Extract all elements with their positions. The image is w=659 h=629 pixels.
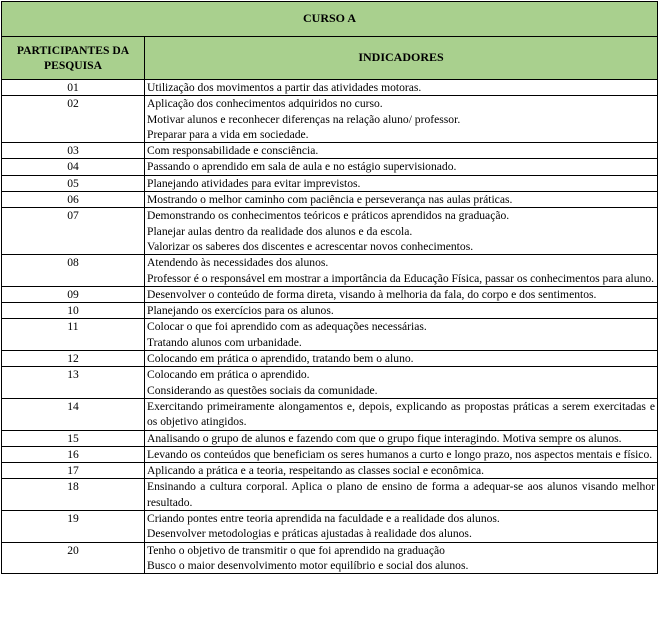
participant-number: 07: [2, 208, 145, 255]
indicator-cell: [145, 367, 658, 399]
indicator-cell: [145, 351, 658, 367]
indicator-text: Considerando as questões sociais da comunidade.: [147, 383, 378, 397]
indicator-text: Preparar para a vida em sociedade.: [147, 127, 309, 141]
indicator-cell: [145, 255, 658, 287]
indicator-cell: [145, 463, 658, 479]
table-row: [2, 367, 658, 399]
participant-number: 14: [2, 398, 145, 430]
table-row: [2, 96, 658, 143]
indicator-text: Tenho o objetivo de transmitir o que foi aprendido na graduação: [147, 543, 445, 557]
indicator-text: Planejando os exercícios para os alunos.: [147, 304, 334, 318]
indicator-text: Colocando em prática o aprendido, tratando bem o aluno.: [147, 352, 414, 366]
participant-number: 08: [2, 255, 145, 287]
participant-number: 15: [2, 430, 145, 446]
indicator-text: Ensinando a cultura corporal. Aplica o plano de ensino de forma a adequar-se aos alunos visando melhor resultado.: [147, 480, 656, 509]
participant-number: 16: [2, 446, 145, 462]
participant-number: 17: [2, 463, 145, 479]
indicator-cell: [145, 80, 658, 96]
indicator-text: Utilização dos movimentos a partir das atividades motoras.: [147, 81, 422, 94]
indicator-text: Demonstrando os conhecimentos teóricos e práticos aprendidos na graduação.: [147, 209, 510, 223]
participant-number: 12: [2, 351, 145, 367]
indicator-text: Mostrando o melhor caminho com paciência e perseverança nas aulas práticas.: [147, 193, 513, 207]
participant-number: 11: [2, 319, 145, 351]
indicator-text: Desenvolver o conteúdo de forma direta, visando à melhoria da fala, do corpo e dos sentimentos.: [147, 287, 597, 301]
table-title: CURSO A: [2, 2, 658, 37]
indicator-text: Busco o maior desenvolvimento motor equilíbrio e social dos alunos.: [147, 558, 469, 572]
indicator-cell: [145, 303, 658, 319]
indicator-cell: [145, 319, 658, 351]
table-row: [2, 463, 658, 479]
indicator-cell: [145, 208, 658, 255]
participant-number: 20: [2, 542, 145, 574]
header-indicators: INDICADORES: [145, 37, 658, 80]
indicator-text: Tratando alunos com urbanidade.: [147, 335, 302, 349]
indicator-text: Motivar alunos e reconhecer diferenças na relação aluno/ professor.: [147, 112, 461, 126]
indicator-text: Passando o aprendido em sala de aula e no estágio supervisionado.: [147, 160, 457, 174]
participant-number: 06: [2, 192, 145, 208]
table-row: [2, 542, 658, 574]
indicator-text: Colocando em prática o aprendido.: [147, 368, 310, 382]
participant-number: 05: [2, 175, 145, 191]
indicator-cell: [145, 96, 658, 143]
indicator-cell: [145, 143, 658, 159]
indicator-cell: [145, 286, 658, 302]
table-row: [2, 80, 658, 96]
table-row: [2, 208, 658, 255]
participant-number: 04: [2, 159, 145, 175]
table-row: [2, 446, 658, 462]
indicator-text: Professor é o responsável em mostrar a importância da Educação Física, passar os conhecimentos para aluno.: [147, 271, 655, 285]
participant-number: 01: [2, 80, 145, 96]
indicator-cell: [145, 175, 658, 191]
indicator-text: Com responsabilidade e consciência.: [147, 144, 319, 158]
participant-number: 03: [2, 143, 145, 159]
indicator-text: Planejando atividades para evitar imprevistos.: [147, 176, 361, 190]
participant-number: 10: [2, 303, 145, 319]
indicator-cell: [145, 479, 658, 511]
results-table: [1, 1, 658, 574]
table-row: [2, 192, 658, 208]
indicator-text: Desenvolver metodologias e práticas ajustadas à realidade dos alunos.: [147, 527, 472, 541]
table-row: [2, 430, 658, 446]
participant-number: 13: [2, 367, 145, 399]
indicator-cell: [145, 398, 658, 430]
table-body: [2, 80, 658, 574]
indicator-text: Exercitando primeiramente alongamentos e, depois, explicando as propostas práticas a serem exercitadas e os objetivo atingidos.: [147, 399, 656, 429]
indicator-text: Atendendo às necessidades dos alunos.: [147, 256, 329, 270]
table-row: [2, 479, 658, 511]
indicator-text: Analisando o grupo de alunos e fazendo com que o grupo fique interagindo. Motiva sempre os alunos.: [147, 431, 622, 445]
indicator-cell: [145, 542, 658, 574]
indicator-cell: [145, 159, 658, 175]
header-participants: PARTICIPANTES DA PESQUISA: [2, 37, 145, 80]
indicator-text: Colocar o que foi aprendido com as adequações necessárias.: [147, 320, 427, 334]
table-row: [2, 255, 658, 287]
participant-number: 09: [2, 286, 145, 302]
table-row: [2, 143, 658, 159]
indicator-text: Valorizar os saberes dos discentes e acrescentar novos conhecimentos.: [147, 239, 474, 253]
participant-number: 19: [2, 511, 145, 543]
indicator-text: Levando os conteúdos que beneficiam os seres humanos a curto e longo prazo, nos aspectos mentais e físico.: [147, 447, 653, 461]
indicator-text: Planejar aulas dentro da realidade dos alunos e da escola.: [147, 224, 413, 238]
table-row: [2, 351, 658, 367]
indicator-cell: [145, 430, 658, 446]
table-row: [2, 175, 658, 191]
table-row: [2, 303, 658, 319]
indicator-text: Criando pontes entre teoria aprendida na faculdade e a realidade dos alunos.: [147, 512, 500, 526]
indicator-cell: [145, 511, 658, 543]
indicator-text: Aplicação dos conhecimentos adquiridos no curso.: [147, 97, 383, 111]
indicator-cell: [145, 446, 658, 462]
table-row: [2, 398, 658, 430]
participant-number: 18: [2, 479, 145, 511]
table-row: [2, 319, 658, 351]
indicator-text: Aplicando a prática e a teoria, respeitando as classes social e econômica.: [147, 464, 485, 478]
table-row: [2, 286, 658, 302]
participant-number: 02: [2, 96, 145, 143]
indicator-cell: [145, 192, 658, 208]
table-row: [2, 159, 658, 175]
table-row: [2, 511, 658, 543]
